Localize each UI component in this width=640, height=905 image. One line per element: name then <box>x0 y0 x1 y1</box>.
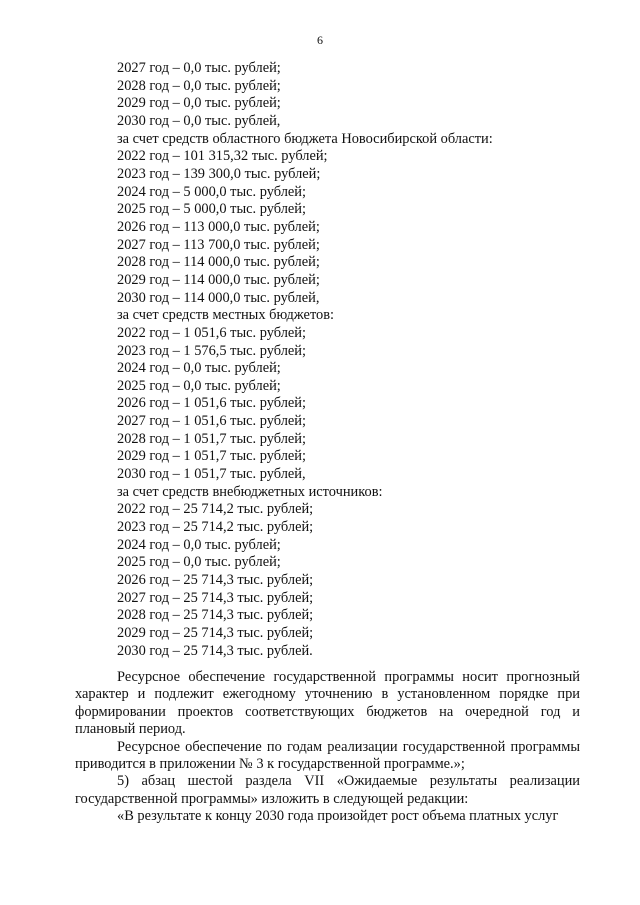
list-line: 2026 год – 1 051,6 тыс. рублей; <box>117 395 306 412</box>
list-line: 2028 год – 0,0 тыс. рублей; <box>117 77 281 94</box>
section-heading-extrabudgetary: за счет средств внебюджетных источников: <box>117 483 383 500</box>
list-line: 2022 год – 101 315,32 тыс. рублей; <box>117 148 328 165</box>
list-line: 2030 год – 25 714,3 тыс. рублей. <box>117 642 313 659</box>
list-line: 2027 год – 25 714,3 тыс. рублей; <box>117 589 314 606</box>
list-line: 2028 год – 25 714,3 тыс. рублей; <box>117 607 314 624</box>
list-line: 2030 год – 114 000,0 тыс. рублей, <box>117 289 320 306</box>
list-line: 2024 год – 0,0 тыс. рублей; <box>117 360 281 377</box>
list-line: 2023 год – 139 300,0 тыс. рублей; <box>117 165 321 182</box>
list-line: 2029 год – 1 051,7 тыс. рублей; <box>117 448 306 465</box>
list-line: 2025 год – 0,0 тыс. рублей; <box>117 554 281 571</box>
list-line: 2023 год – 25 714,2 тыс. рублей; <box>117 519 314 536</box>
section-heading-regional-budget: за счет средств областного бюджета Новосибирской области: <box>117 130 493 147</box>
list-line: 2025 год – 5 000,0 тыс. рублей; <box>117 201 306 218</box>
list-line: 2025 год – 0,0 тыс. рублей; <box>117 377 281 394</box>
list-line: 2023 год – 1 576,5 тыс. рублей; <box>117 342 306 359</box>
list-line: 2028 год – 1 051,7 тыс. рублей; <box>117 430 306 447</box>
list-line: 2029 год – 114 000,0 тыс. рублей; <box>117 271 320 288</box>
paragraph-resource-appendix: Ресурсное обеспечение по годам реализации государственной программы приводится в приложении № 3 к государственной программе.»; <box>75 738 580 773</box>
list-line: 2027 год – 113 700,0 тыс. рублей; <box>117 236 320 253</box>
page-number: 6 <box>317 33 323 47</box>
list-line: 2028 год – 114 000,0 тыс. рублей; <box>117 254 320 271</box>
section-heading-local-budgets: за счет средств местных бюджетов: <box>117 307 335 324</box>
list-line: 2027 год – 0,0 тыс. рублей; <box>117 60 281 76</box>
list-line: 2029 год – 25 714,3 тыс. рублей; <box>117 625 314 641</box>
list-line: 2027 год – 1 051,6 тыс. рублей; <box>117 413 306 430</box>
paragraph-expected-results: «В результате к концу 2030 года произойдет рост объема платных услуг <box>117 808 559 825</box>
list-line: 2030 год – 1 051,7 тыс. рублей, <box>117 466 306 483</box>
list-line: 2024 год – 5 000,0 тыс. рублей; <box>117 183 306 200</box>
paragraph-resource-forecast: Ресурсное обеспечение государственной программы носит прогнозный характер и подлежит ежегодному уточнению в установленном порядке при формировании проектов соответствующих бюджетов на очередной год и плановый период. <box>75 669 580 738</box>
list-line: 2029 год – 0,0 тыс. рублей; <box>117 95 281 112</box>
funding-list <box>117 60 580 660</box>
list-line: 2030 год – 0,0 тыс. рублей, <box>117 112 281 129</box>
list-line: 2022 год – 25 714,2 тыс. рублей; <box>117 501 314 518</box>
list-line: 2026 год – 25 714,3 тыс. рублей; <box>117 572 314 589</box>
list-line: 2024 год – 0,0 тыс. рублей; <box>117 536 281 553</box>
paragraph-amendment-item: 5) абзац шестой раздела VII «Ожидаемые результаты реализации государственной программы» изложить в следующей редакции: <box>75 773 580 807</box>
body-paragraphs <box>75 669 580 826</box>
list-line: 2026 год – 113 000,0 тыс. рублей; <box>117 218 320 235</box>
list-line: 2022 год – 1 051,6 тыс. рублей; <box>117 324 306 341</box>
